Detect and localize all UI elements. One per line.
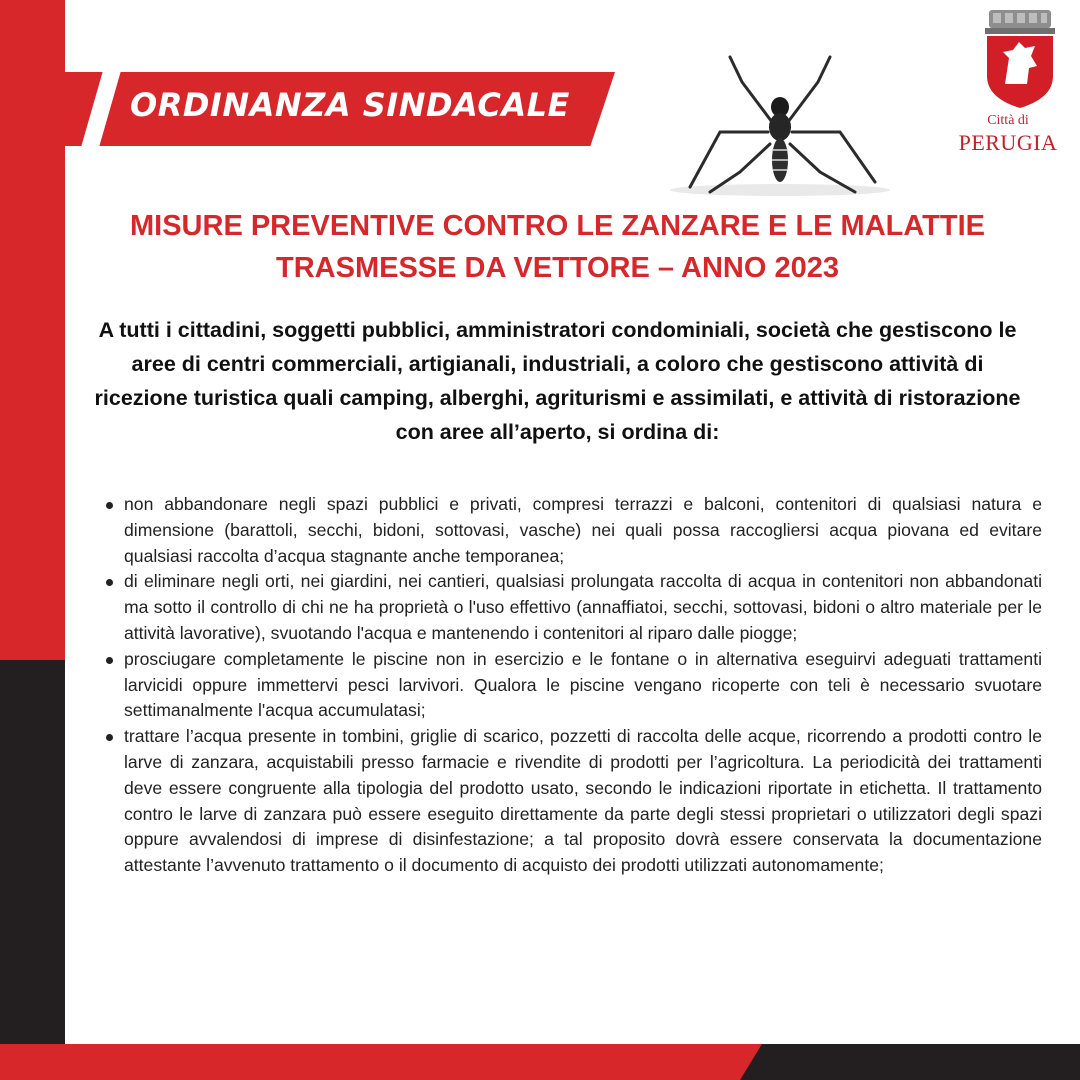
orders-list xyxy=(100,492,1042,879)
bullet-icon xyxy=(106,579,113,586)
list-item xyxy=(100,647,1042,724)
order-text: di eliminare negli orti, nei giardini, nei cantieri, qualsiasi prolungata raccolta di acqua in contenitori non abbandonati ma sotto il controllo di chi ne ha proprietà o l'uso effettivo (annaffiatoi, secchi, sottovasi, bidoni o altro materiale per le attività lavorative), svuotando l'acqua e mantenendo i contenitori al riparo dalle piogge; xyxy=(124,571,1042,643)
banner-title: ORDINANZA SINDACALE xyxy=(130,86,570,124)
perugia-crest-icon xyxy=(975,6,1065,110)
bullet-icon xyxy=(106,734,113,741)
bullet-icon xyxy=(106,502,113,509)
city-name-label: PERUGIA xyxy=(958,130,1058,155)
intro-paragraph: A tutti i cittadini, soggetti pubblici, amministratori condominiali, società che gestiscono le aree di centri commerciali, artigianali, industriali, a coloro che gestiscono attività di ricezione turistica quali camping, alberghi, agriturismi e assimilati, e attività di ristorazione con aree all’aperto, si ordina di: xyxy=(94,318,1021,444)
list-item xyxy=(100,569,1042,646)
list-item xyxy=(100,492,1042,569)
mosquito-icon xyxy=(650,52,910,202)
left-accent-bar-dark xyxy=(0,660,65,1080)
headline: MISURE PREVENTIVE CONTRO LE ZANZARE E LE MALATTIE TRASMESSE DA VETTORE – ANNO 2023 xyxy=(130,210,985,284)
order-text: trattare l’acqua presente in tombini, griglie di scarico, pozzetti di raccolta delle acque, ricorrendo a prodotti contro le larve di zanzara, acquistabili presso farmacie e rivendite di prodotti per l’agricoltura. La periodicità dei trattamenti deve essere congruente alla tipologia del prodotto usato, secondo le indicazioni riportate in etichetta. Il trattamento contro le larve di zanzara può essere eseguito direttamente da parte degli stessi proprietari o utilizzatori degli spazi oppure avvalendosi di imprese di disinfestazione; a tal proposito dovrà essere conservata la documentazione attestante l’avvenuto trattamento o il documento di acquisto dei prodotti utilizzati autonomamente; xyxy=(124,726,1042,876)
list-item xyxy=(100,724,1042,879)
footer-band-dark xyxy=(740,1044,1080,1080)
city-prefix-label: Città di xyxy=(987,113,1029,128)
order-text: non abbandonare negli spazi pubblici e privati, compresi terrazzi e balconi, contenitori di qualsiasi natura e dimensione (barattoli, secchi, bidoni, sottovasi, vasche) nei quali possa raccogliersi acqua piovana ed evitare qualsiasi raccolta d’acqua stagnante anche temporanea; xyxy=(124,494,1042,566)
bullet-icon xyxy=(106,657,113,664)
order-text: prosciugare completamente le piscine non in esercizio e le fontane o in alternativa eseguirvi adeguati trattamenti larvicidi oppure immettervi pesci larvivori. Qualora le piscine vengano ricoperte con teli è necessario svuotare settimanalmente l'acqua accumulatasi; xyxy=(124,648,1042,721)
